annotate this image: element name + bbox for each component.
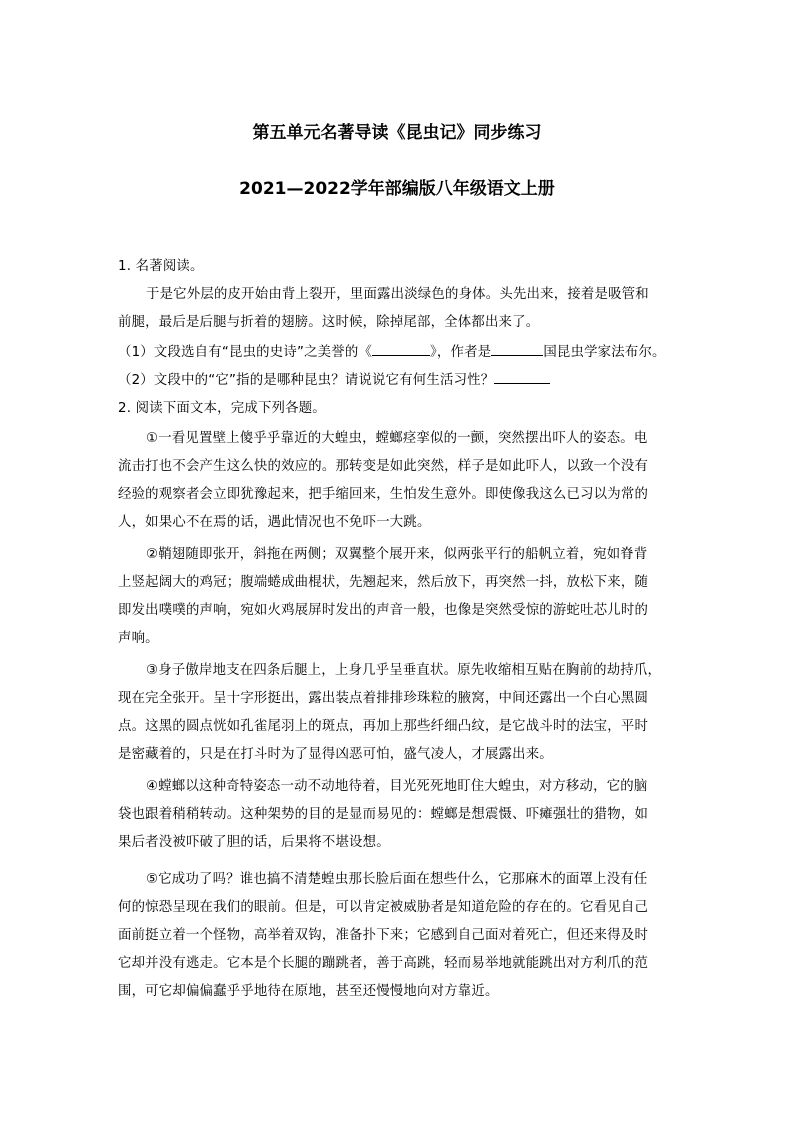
- q2-paragraph-3-line: 现在完全张开。呈十字形挺出，露出装点着排排珍珠粒的腋窝，中间还露出一个白心黑圆: [118, 691, 649, 706]
- q2-paragraph-2-line: ②鞘翅随即张开，斜拖在两侧；双翼整个展开来，似两张平行的船帆立着，宛如脊背: [146, 547, 648, 562]
- q2-paragraph-1-line: ①一看见置壁上傻乎乎靠近的大蝗虫，螳螂痉挛似的一颤，突然摆出吓人的姿态。电: [146, 431, 648, 446]
- answer-blank[interactable]: [372, 343, 430, 356]
- q2-paragraph-5-line: 何的惊恐呈现在我们的眼前。但是，可以肯定被威胁者是知道危险的存在的。它看见自己: [118, 900, 649, 915]
- q2-paragraph-2-line: 上竖起阔大的鸡冠；腹端蜷成曲棍状，先翘起来，然后放下，再突然一抖，放松下来，随: [118, 575, 649, 590]
- q2-paragraph-3-line: 是密藏着的，只是在打斗时为了显得凶恶可怕，盛气凌人，才展露出来。: [118, 747, 553, 762]
- q2-paragraph-1-line: 经验的观察者会立即犹豫起来，把手缩回来，生怕发生意外。即使像我这么已习以为常的: [118, 487, 649, 502]
- q2-paragraph-5-line: 它却并没有逃走。它本是个长腿的蹦跳者，善于高跳，轻而易举地就能跳出对方利爪的范: [118, 956, 649, 971]
- subquestion-text: 》，作者是: [430, 345, 492, 360]
- q2-paragraph-5-line: ⑤它成功了吗？谁也搞不清楚蝗虫那长脸后面在想些什么，它那麻木的面罩上没有任: [146, 872, 648, 887]
- q2-paragraph-3-line: ③身子傲岸地支在四条后腿上，上身几乎呈垂直状。原先收缩相互贴在胸前的劫持爪，: [146, 663, 662, 678]
- q2-paragraph-5-line: 围，可它却偏偏蠢乎乎地待在原地，甚至还慢慢地向对方靠近。: [118, 984, 499, 999]
- subquestion-text: 国昆虫学家法布尔。: [543, 345, 666, 360]
- subquestion-text: （2）文段中的“它”指的是哪种昆虫？请说说它有何生活习性？: [118, 373, 495, 388]
- q1-passage-line: 于是它外层的皮开始由背上裂开，里面露出淡绿色的身体。头先出来，接着是吸管和: [146, 287, 649, 302]
- q2-paragraph-1-line: 流击打也不会产生这么快的效应的。那转变是如此突然，样子是如此吓人，以致一个没有: [118, 459, 649, 474]
- q2-paragraph-4-line: 果后者没被吓破了胆的话，后果将不堪设想。: [118, 835, 390, 850]
- document-title: 第五单元名著导读《昆虫记》同步练习: [252, 123, 542, 143]
- q1-passage-line: 前腿，最后是后腿与折着的翅膀。这时候，除掉尾部，全体都出来了。: [118, 315, 540, 330]
- q2-paragraph-4-line: 袋也跟着稍稍转动。这种架势的目的是显而易见的：螳螂是想震慑、吓瘫强壮的猎物，如: [118, 807, 649, 822]
- q2-paragraph-5-line: 面前挺立着一个怪物，高举着双钩，准备扑下来；它感到自己面对着死亡，但还来得及时: [118, 928, 649, 943]
- q2-paragraph-2-line: 声响。: [118, 631, 159, 646]
- q2-paragraph-3-line: 点。这黑的圆点恍如孔雀尾羽上的斑点，再加上那些纤细凸纹，是它战斗时的法宝，平时: [118, 719, 649, 734]
- q1-subquestion-2: [118, 371, 550, 390]
- q2-paragraph-4-line: ④螳螂以这种奇特姿态一动不动地待着，目光死死地盯住大蝗虫，对方移动，它的脑: [146, 779, 648, 794]
- question-1-heading: 1. 名著阅读。: [118, 259, 204, 274]
- subquestion-text: （1）文段选自有“昆虫的史诗”之美誉的《: [118, 345, 373, 360]
- document-subtitle: 2021—2022学年部编版八年级语文上册: [239, 179, 555, 199]
- question-2-heading: 2. 阅读下面文本，完成下列各题。: [118, 401, 326, 416]
- answer-blank[interactable]: [491, 343, 543, 356]
- q2-paragraph-1-line: 人，如果心不在焉的话，遇此情况也不免吓一大跳。: [118, 515, 431, 530]
- q1-subquestion-1: [118, 343, 666, 362]
- q2-paragraph-2-line: 即发出噗噗的声响，宛如火鸡展屏时发出的声音一般，也像是突然受惊的游蛇吐芯儿时的: [118, 603, 649, 618]
- answer-blank[interactable]: [494, 371, 550, 384]
